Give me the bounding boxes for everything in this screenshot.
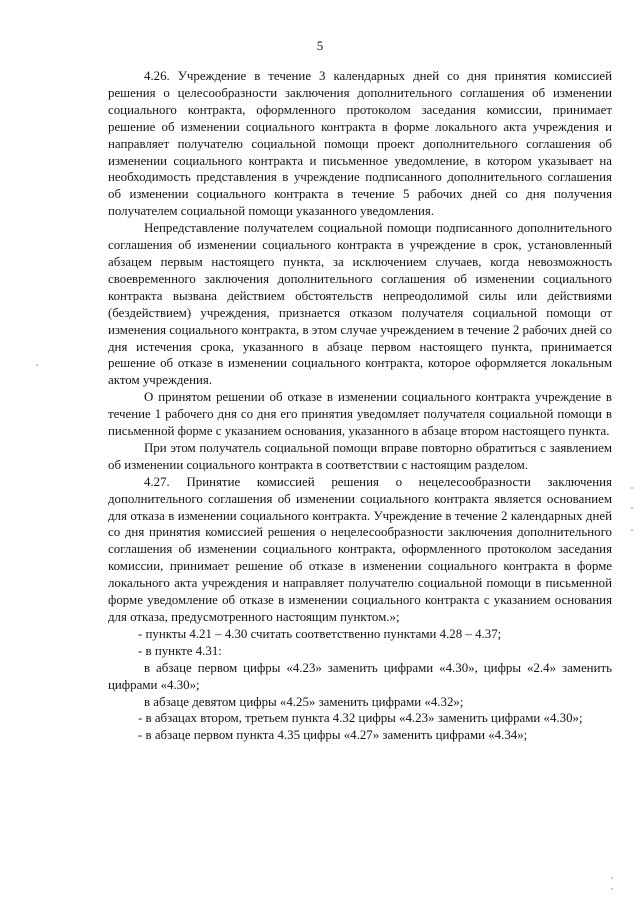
page-number: 5	[316, 38, 324, 53]
scan-speck	[611, 877, 613, 879]
amendment-item-renumber: - пункты 4.21 – 4.30 считать соответственно пунктами 4.28 – 4.37;	[138, 626, 502, 641]
amendment-subitem-first-paragraph: в абзаце первом цифры «4.23» заменить цифрами «4.30», цифры «2.4» заменить цифрами «4.30»;	[108, 660, 612, 692]
document-body	[108, 68, 612, 744]
amendment-item-4-32: - в абзацах втором, третьем пункта 4.32 цифры «4.23» заменить цифрами «4.30»;	[138, 711, 583, 726]
paragraph-4-26: 4.26. Учреждение в течение 3 календарных дней со дня принятия комиссией решения о целесообразности заключения дополнительного соглашения об изменении социального контракта, оформленного протоколом заседания комиссии, принимает решение об изменении социального контракта в форме локального акта учреждения и направляет получателю социальной помощи проект дополнительного соглашения об изменении социального контракта и письменное уведомление, в котором указывает на необходимость представления в учреждение подписанного дополнительного соглашения об изменении социального контракта в течение 5 рабочих дней со дня получения получателем социальной помощи указанного уведомления.	[108, 69, 612, 219]
amendment-item-4-35: - в абзаце первом пункта 4.35 цифры «4.27» заменить цифрами «4.34»;	[138, 728, 528, 743]
paragraph-reapply: При этом получатель социальной помощи вправе повторно обратиться с заявлением об изменении социального контракта в соответствии с настоящим разделом.	[108, 440, 612, 472]
amendment-subitem-ninth-paragraph: в абзаце девятом цифры «4.25» заменить цифрами «4.32»;	[144, 694, 464, 709]
scan-speck	[631, 507, 633, 509]
scan-speck	[36, 364, 38, 366]
scan-speck	[631, 529, 633, 531]
scan-speck	[611, 888, 613, 890]
paragraph-4-27: 4.27. Принятие комиссией решения о нецелесообразности заключения дополнительного соглашения об изменении социального контракта является основанием для отказа в изменении социального контракта. Учреждение в течение 2 календарных дней со дня принятия комиссией решения о нецелесообразности заключения дополнительного соглашения об изменении социального контракта, оформленного протоколом заседания комиссии, принимает решение об отказе в изменении социального контракта в форме локального акта учреждения и направляет получателю социальной помощи в письменной форме уведомление об отказе в изменении социального контракта с указанием основания для отказа, предусмотренного настоящим пунктом.»;	[108, 474, 612, 624]
paragraph-refusal-notice: О принятом решении об отказе в изменении социального контракта учреждение в течение 1 рабочего дня со дня его принятия уведомляет получателя социальной помощи в письменной форме с указанием основания, указанного в абзаце втором настоящего пункта.	[108, 390, 612, 439]
paragraph-non-submission: Непредставление получателем социальной помощи подписанного дополнительного соглашения об изменении социального контракта в учреждение в срок, установленный абзацем первым настоящего пункта, за исключением случаев, когда невозможность своевременного заключения дополнительного соглашения об изменении социального контракта вызвана действием обстоятельств непреодолимой силы или действиями (бездействием) учреждения, признается отказом получателя социальной помощи от изменения социального контракта, в этом случае учреждением в течение 2 рабочих дней со дня истечения срока, указанного в абзаце первом настоящего пункта, принимается решение об отказе в изменении социального контракта, которое оформляется локальным актом учреждения.	[108, 221, 612, 388]
scan-speck	[631, 487, 633, 489]
amendment-item-4-31: - в пункте 4.31:	[138, 643, 222, 658]
